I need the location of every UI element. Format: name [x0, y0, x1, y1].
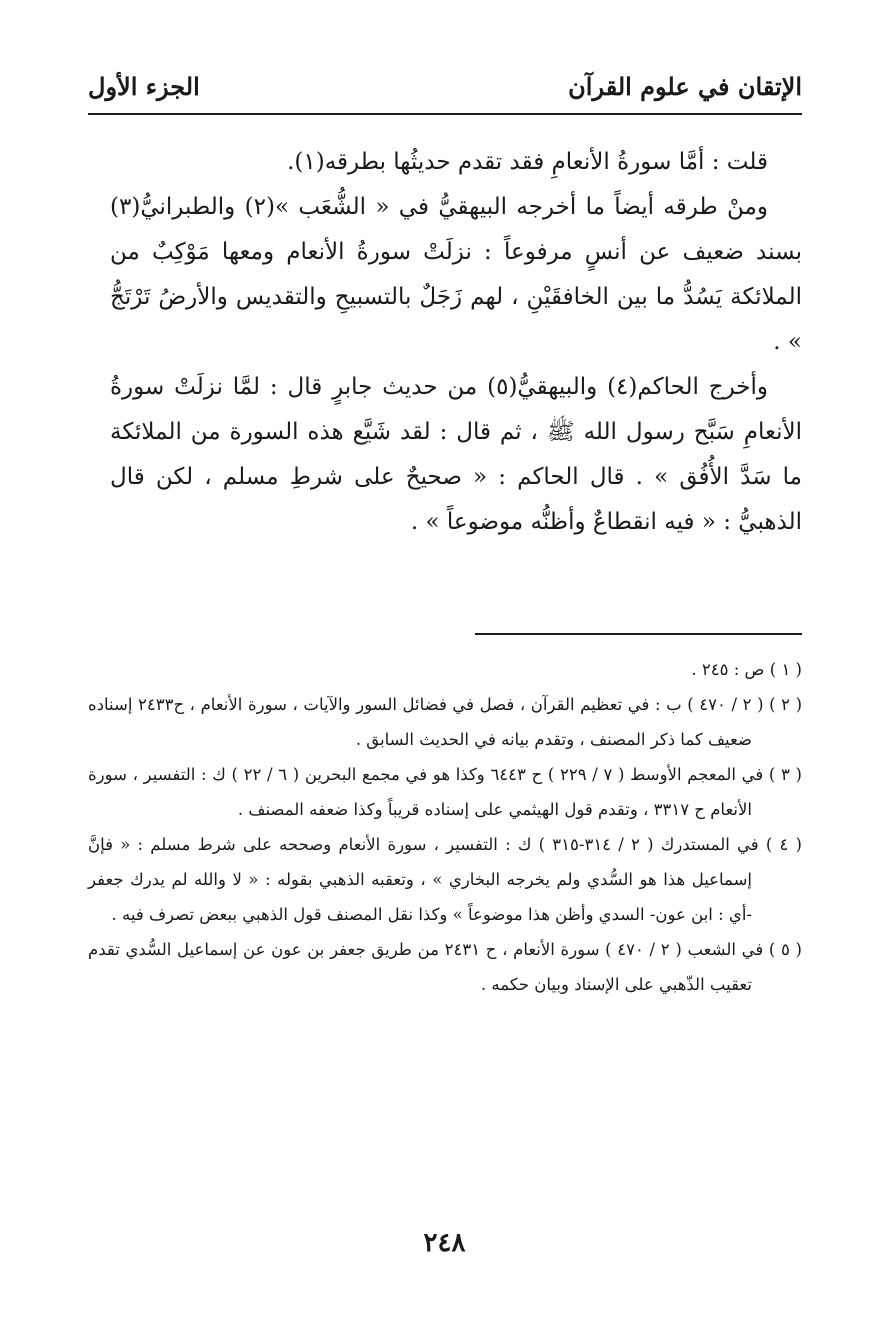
- page-number: ٢٤٨: [423, 1228, 466, 1258]
- footnote: ( ٣ ) في المعجم الأوسط ( ٧ / ٢٢٩ ) ح ٦٤٤٣ وكذا هو في مجمع البحرين ( ٦ / ٢٢ ) ك : التفسير ، سورة الأنعام ح ٣٣١٧ ، وتقدم قول الهيثمي على إسناده قريباً وكذا ضعفه المصنف .: [88, 765, 802, 819]
- footnotes: [88, 652, 802, 1002]
- paragraph: ومنْ طرقه أيضاً ما أخرجه البيهقيُّ في « الشُّعَب »(٢) والطبرانيُّ(٣) بسند ضعيف عن أنسٍ مرفوعاً : نزلَتْ سورةُ الأنعام ومعها مَوْكِبٌ من الملائكة يَسُدُّ ما بين الخافقَيْنِ ، لهم زَجَلٌ بالتسبيحِ والتقديس والأرضُ تَرْتَجُّ » .: [110, 194, 802, 355]
- header-divider: [88, 113, 802, 115]
- paragraph: قلت : أمَّا سورةُ الأنعامِ فقد تقدم حديثُها بطرقه(١).: [287, 149, 768, 175]
- paragraph: وأخرج الحاكم(٤) والبيهقيُّ(٥) من حديث جابرٍ قال : لمَّا نزلَتْ سورةُ الأنعامِ سَبَّح رسول الله ﷺ ، ثم قال : لقد شَيَّع هذه السورة من الملائكة ما سَدَّ الأُفُق » . قال الحاكم : « صحيحٌ على شرطِ مسلم ، لكن قال الذهبيُّ : « فيه انقطاعٌ وأظنُّه موضوعاً » .: [110, 374, 802, 535]
- footnote: ( ٢ ) ( ٢ / ٤٧٠ ) ب : في تعظيم القرآن ، فصل في فضائل السور والآيات ، سورة الأنعام ، ح٢٤٣٣ إسناده ضعيف كما ذكر المصنف ، وتقدم بيانه في الحديث السابق .: [88, 695, 803, 749]
- running-header: [88, 66, 802, 116]
- footnote: ( ١ ) ص : ٢٤٥ .: [691, 660, 802, 679]
- volume-label: الجزء الأول: [88, 72, 200, 101]
- footnote: ( ٤ ) في المستدرك ( ٢ / ٣١٤-٣١٥ ) ك : التفسير ، سورة الأنعام وصححه على شرط مسلم : « فإنَّ إسماعيل هذا هو السُّدي ولم يخرجه البخاري » ، وتعقبه الذهبي بقوله : « لا والله لم يدرك جعفر -أي : ابن عون- السدي وأظن هذا موضوعاً » وكذا نقل المصنف قول الذهبي ببعض تصرف فيه .: [88, 835, 802, 924]
- footnote-divider: [475, 633, 802, 635]
- footnote: ( ٥ ) في الشعب ( ٢ / ٤٧٠ ) سورة الأنعام ، ح ٢٤٣١ من طريق جعفر بن عون عن إسماعيل السُّدي تقدم تعقيب الذّهبي على الإسناد وبيان حكمه .: [88, 940, 802, 994]
- book-title: الإتقان في علوم القرآن: [568, 72, 802, 101]
- main-text: [110, 140, 802, 545]
